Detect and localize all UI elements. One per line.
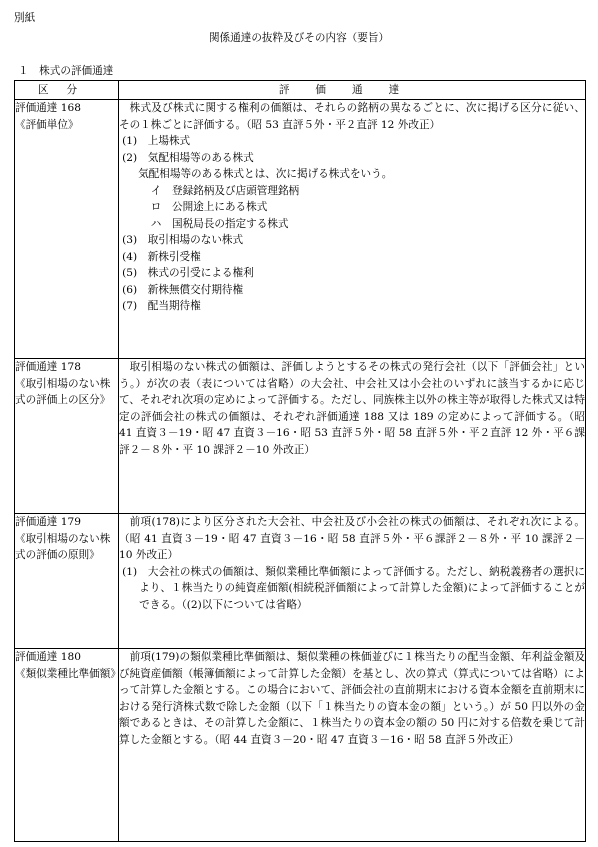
section-heading: １ 株式の評価通達 [18, 65, 114, 77]
list-item: ロ 公開途上にある株式 [150, 201, 268, 214]
row-content [119, 359, 586, 514]
content-paragraph: 株式及び株式に関する権利の価額は、それらの銘柄の異なるごとに、次に掲げる区分に従い、その１株ごとに評価する。（昭 53 直評５外・平２直評 12 外改正） [119, 102, 585, 131]
circular-number: 評価通達 168 [15, 102, 81, 114]
table-row [15, 514, 586, 649]
row-label [15, 514, 119, 649]
list-item: ハ 国税局長の指定する株式 [150, 217, 289, 230]
row-label [15, 649, 119, 842]
table-row [15, 100, 586, 359]
table-row [15, 649, 586, 842]
circular-title: 《類似業種比準価額》 [15, 667, 121, 680]
content-paragraph: 取引相場のない株式の価額は、評価しようとするその株式の発行会社（以下「評価会社」という。）が次の表（表については省略）の大会社、中会社又は小会社のいずれに該当するかに応じて、それぞれ次項の定めによって評価する。ただし、同族株主以外の株主等が取得した株式又は特定の評価会社の株式の価額は、それぞれ評価通達 188 又は 189 の定めによって評価する。（昭 41 直資３－19・昭 47 直資３－16・昭 53 直評５外・昭 58 直評５外・平２直評 12 外・平６課評２－８外・平 10 課評２－10 外改正） [119, 361, 585, 456]
circular-number: 評価通達 180 [15, 651, 81, 663]
valuation-table [14, 80, 586, 842]
list-item: イ 登録銘柄及び店頭管理銘柄 [150, 184, 300, 197]
list-item: (3) 取引相場のない株式 [122, 234, 244, 247]
list-item: (7) 配当期待権 [122, 300, 201, 313]
content-paragraph: 前項(178)により区分された大会社、中会社及び小会社の株式の価額は、それぞれ次による。（昭 41 直資３－19・昭 47 直資３－16・昭 58 直評５外・平６課評２－８外・平 10 課評２－10 外改正） [119, 516, 585, 562]
list-item: 気配相場等のある株式とは、次に掲げる株式をいう。 [138, 168, 393, 181]
row-content [119, 100, 586, 359]
circular-title: 《取引相場のない株式の評価上の区分》 [15, 377, 111, 407]
document-title: 関係通達の抜粋及びその内容（要旨） [208, 32, 390, 44]
content-paragraph: 前項(179)の類似業種比準価額は、類似業種の株価並びに１株当たりの配当金額、年利益金額及び純資産価額（帳簿価額によって計算した金額）を基とし、次の算式（算式については省略）によって計算した金額とする。この場合において、評価会社の直前期末における資本金額を直前期末における発行済株式数で除した金額（以下「１株当たりの資本金の額」という。）が 50 円以外の金額であるときは、その計算した金額に、１株当たりの資本金の額の 50 円に対する倍数を乗じて計算した金額とする。（昭 44 直資３－20・昭 47 直資３－16・昭 58 直評５外改正） [119, 651, 585, 746]
row-content [119, 514, 586, 649]
attachment-label: 別紙 [14, 12, 36, 24]
list-item: (1) 上場株式 [122, 135, 191, 148]
list-item: (5) 株式の引受による権利 [122, 267, 254, 280]
row-label [15, 359, 119, 514]
list-item: (2) 気配相場等のある株式 [122, 151, 254, 164]
table-header-row [15, 81, 586, 100]
list-item: (4) 新株引受権 [122, 250, 201, 263]
list-item: (1) 大会社の株式の価額は、類似業種比準価額によって評価する。ただし、納税義務者の選択により、１株当たりの純資産価額(相続税評価額によって計算した金額)によって評価することができる。（(2)以下については省略） [122, 565, 585, 611]
row-content [119, 649, 586, 842]
list-item: (6) 新株無償交付期待権 [122, 283, 244, 296]
circular-number: 評価通達 178 [15, 361, 81, 373]
row-label [15, 100, 119, 359]
header-category: 区分 [15, 81, 119, 100]
table-row [15, 359, 586, 514]
header-valuation-circular: 評価通達 [119, 81, 586, 100]
circular-title: 《評価単位》 [15, 118, 79, 131]
circular-title: 《取引相場のない株式の評価の原則》 [15, 532, 111, 562]
circular-number: 評価通達 179 [15, 516, 81, 528]
